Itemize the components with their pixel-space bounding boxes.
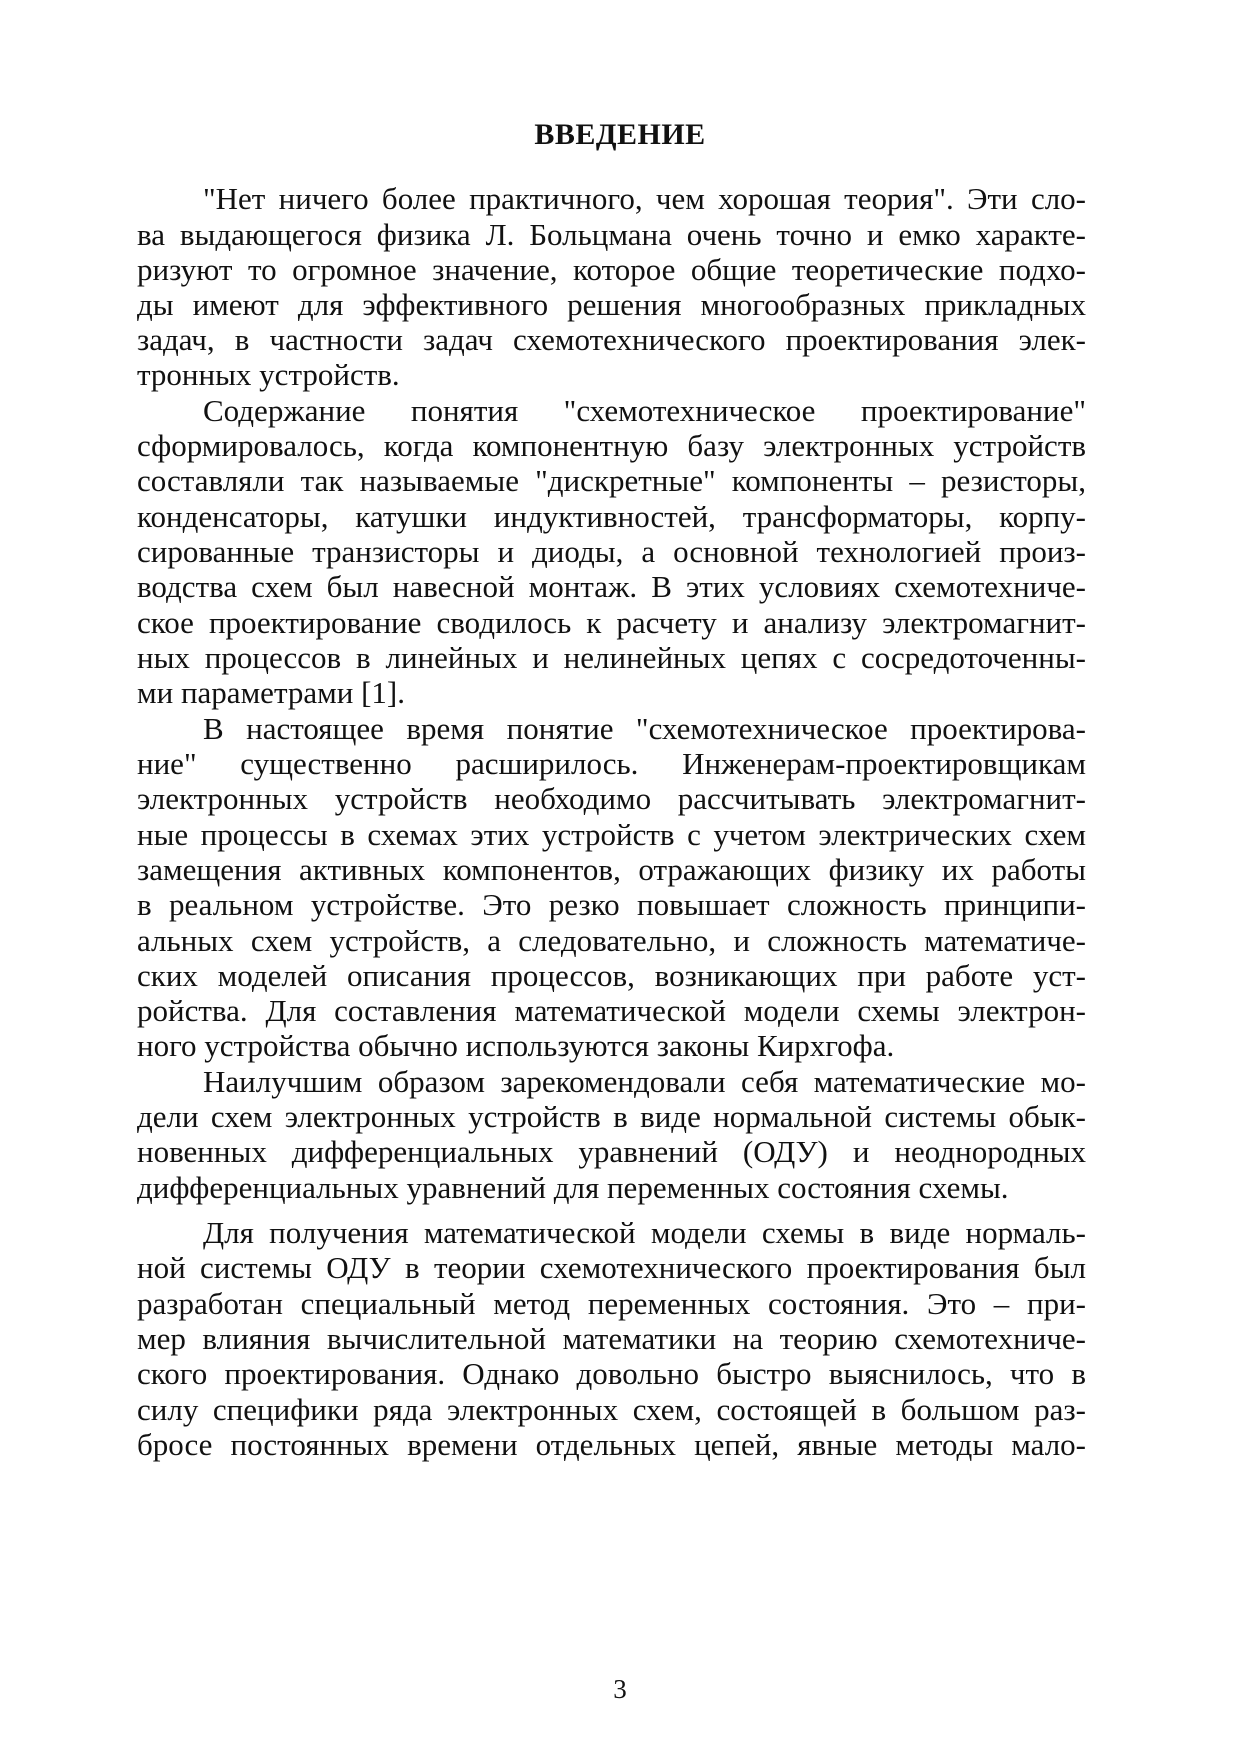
text-line: Содержание понятия "схемотехническое проектирование" xyxy=(203,393,1086,428)
text-line: новенных дифференциальных уравнений (ОДУ) и неоднородных xyxy=(137,1134,1086,1169)
text-line: ройства. Для составления математической модели схемы электрон- xyxy=(137,993,1086,1028)
text-line: ной системы ОДУ в теории схемотехнического проектирования был xyxy=(137,1250,1086,1285)
text-line: ды имеют для эффективного решения многообразных прикладных xyxy=(137,287,1086,322)
text-line: дифференциальных уравнений для переменных состояния схемы. xyxy=(137,1170,1009,1205)
text-line: ми параметрами [1]. xyxy=(137,675,405,710)
text-line: разработан специальный метод переменных состояния. Это – при- xyxy=(137,1286,1086,1321)
text-line: ного устройства обычно используются законы Кирхгофа. xyxy=(137,1028,895,1063)
page-number: 3 xyxy=(613,1674,627,1704)
text-line: альных схем устройств, а следовательно, и сложность математиче- xyxy=(137,923,1086,958)
text-line: Для получения математической модели схемы в виде нормаль- xyxy=(203,1215,1086,1250)
text-line: водства схем был навесной монтаж. В этих условиях схемотехниче- xyxy=(137,569,1086,604)
page-heading: ВВЕДЕНИЕ xyxy=(534,118,706,151)
text-line: замещения активных компонентов, отражающих физику их работы xyxy=(137,852,1086,887)
text-line: Наилучшим образом зарекомендовали себя математические мо- xyxy=(203,1064,1086,1099)
text-line: ское проектирование сводилось к расчету и анализу электромагнит- xyxy=(137,605,1086,640)
text-line: ского проектирования. Однако довольно быстро выяснилось, что в xyxy=(137,1356,1086,1391)
text-line: силу специфики ряда электронных схем, состоящей в большом раз- xyxy=(137,1392,1086,1427)
text-line: ные процессы в схемах этих устройств с учетом электрических схем xyxy=(137,817,1086,852)
text-line: задач, в частности задач схемотехнического проектирования элек- xyxy=(137,322,1086,357)
text-line: В настоящее время понятие "схемотехническое проектирова- xyxy=(203,711,1086,746)
text-line: дели схем электронных устройств в виде нормальной системы обык- xyxy=(137,1099,1086,1134)
text-line: конденсаторы, катушки индуктивностей, трансформаторы, корпу- xyxy=(137,499,1086,534)
text-line: сированные транзисторы и диоды, а основной технологией произ- xyxy=(137,534,1086,569)
text-line: бросе постоянных времени отдельных цепей, явные методы мало- xyxy=(137,1427,1086,1462)
text-line: ских моделей описания процессов, возникающих при работе уст- xyxy=(137,958,1086,993)
text-line: ние" существенно расширилось. Инженерам-проектировщикам xyxy=(137,746,1086,781)
text-line: составляли так называемые "дискретные" компоненты – резисторы, xyxy=(137,463,1086,498)
text-line: электронных устройств необходимо рассчитывать электромагнит- xyxy=(137,781,1086,816)
text-line: сформировалось, когда компонентную базу электронных устройств xyxy=(137,428,1086,463)
text-line: тронных устройств. xyxy=(137,357,400,392)
text-line: ва выдающегося физика Л. Больцмана очень точно и емко характе- xyxy=(137,217,1086,252)
text-line: ризуют то огромное значение, которое общие теоретические подхо- xyxy=(137,252,1086,287)
text-line: "Нет ничего более практичного, чем хорошая теория". Эти сло- xyxy=(203,181,1086,216)
text-line: в реальном устройстве. Это резко повышает сложность принципи- xyxy=(137,887,1086,922)
text-line: мер влияния вычислительной математики на теорию схемотехниче- xyxy=(137,1321,1086,1356)
text-line: ных процессов в линейных и нелинейных цепях с сосредоточенны- xyxy=(137,640,1086,675)
